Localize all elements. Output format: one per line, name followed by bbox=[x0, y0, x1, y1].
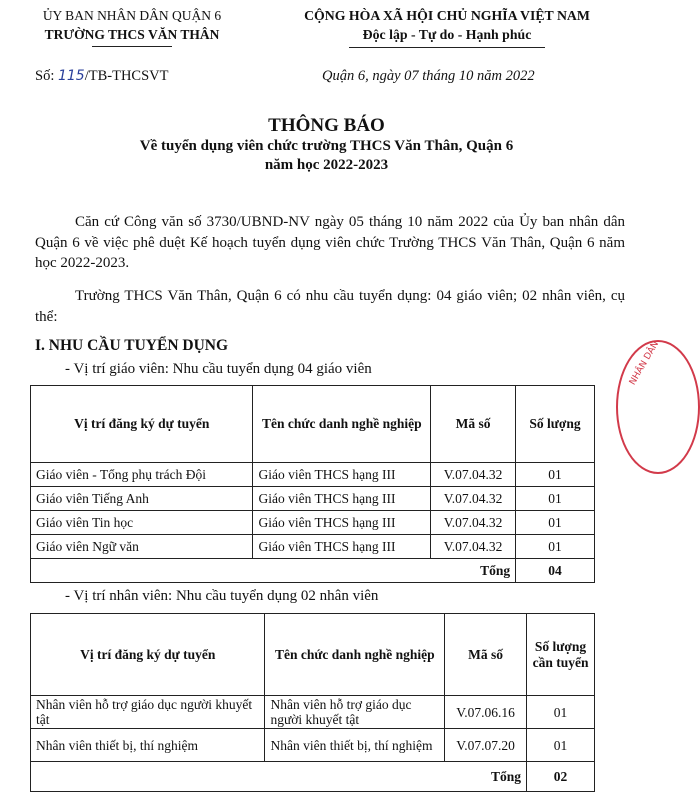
cell-position: Giáo viên Tiếng Anh bbox=[31, 487, 253, 511]
cell-position: Nhân viên hỗ trợ giáo dục người khuyết tật bbox=[31, 696, 265, 729]
header-position: Vị trí đăng ký dự tuyển bbox=[31, 614, 265, 696]
official-seal bbox=[616, 340, 700, 474]
cell-quantity: 01 bbox=[516, 511, 595, 535]
cell-title: Nhân viên hỗ trợ giáo dục người khuyết tật bbox=[265, 696, 445, 729]
cell-code: V.07.07.20 bbox=[445, 729, 527, 762]
document-subtitle-line1: Về tuyển dụng viên chức trường THCS Văn Thân, Quận 6 bbox=[139, 138, 514, 154]
table-row bbox=[31, 511, 595, 535]
document-number bbox=[35, 68, 168, 85]
agency-name: ỦY BAN NHÂN DÂN QUẬN 6 bbox=[42, 8, 222, 23]
header-quantity: Số lượng cần tuyển bbox=[527, 614, 595, 696]
cell-code: V.07.04.32 bbox=[431, 487, 516, 511]
cell-quantity: 01 bbox=[527, 696, 595, 729]
table-row bbox=[31, 487, 595, 511]
cell-title: Giáo viên THCS hạng III bbox=[253, 487, 431, 511]
table-row bbox=[31, 535, 595, 559]
bullet-teachers: - Vị trí giáo viên: Nhu cầu tuyển dụng 04 giáo viên bbox=[65, 361, 372, 377]
total-value: 04 bbox=[516, 559, 595, 583]
staff-table bbox=[30, 613, 595, 792]
cell-position: Giáo viên Tin học bbox=[31, 511, 253, 535]
bullet-staff: - Vị trí nhân viên: Nhu cầu tuyển dụng 02 nhân viên bbox=[65, 588, 379, 604]
seal-text: NHÂN DÂN bbox=[628, 339, 662, 387]
header-rule-left bbox=[92, 46, 172, 47]
document-title: THÔNG BÁO bbox=[268, 115, 385, 136]
cell-title: Giáo viên THCS hạng III bbox=[253, 535, 431, 559]
cell-quantity: 01 bbox=[527, 729, 595, 762]
document-subtitle-line2: năm học 2022-2023 bbox=[264, 157, 389, 173]
table-row bbox=[31, 463, 595, 487]
table-total-row bbox=[31, 559, 595, 583]
section-heading-1: I. NHU CẦU TUYỂN DỤNG bbox=[35, 337, 229, 354]
cell-title: Nhân viên thiết bị, thí nghiệm bbox=[265, 729, 445, 762]
total-label: Tổng bbox=[31, 559, 516, 583]
total-label: Tổng bbox=[31, 762, 527, 792]
cell-position: Giáo viên - Tổng phụ trách Đội bbox=[31, 463, 253, 487]
paragraph-legal-basis: Căn cứ Công văn số 3730/UBND-NV ngày 05 tháng 10 năm 2022 của Ủy ban nhân dân Quận 6 về việc phê duệt Kế hoạch tuyển dụng viên chức Trường THCS Văn Thân, Quận 6 năm học 2022-2023. bbox=[35, 214, 625, 271]
table-header-row bbox=[31, 386, 595, 463]
paragraph-demand: Trường THCS Văn Thân, Quận 6 có nhu cầu tuyển dụng: 04 giáo viên; 02 nhân viên, cụ thể: bbox=[35, 288, 625, 325]
cell-title: Giáo viên THCS hạng III bbox=[253, 463, 431, 487]
ref-suffix: /TB-THCSVT bbox=[84, 68, 169, 84]
cell-position: Nhân viên thiết bị, thí nghiệm bbox=[31, 729, 265, 762]
cell-position: Giáo viên Ngữ văn bbox=[31, 535, 253, 559]
table-row bbox=[31, 696, 595, 729]
cell-quantity: 01 bbox=[516, 535, 595, 559]
cell-code: V.07.04.32 bbox=[431, 511, 516, 535]
cell-code: V.07.04.32 bbox=[431, 535, 516, 559]
header-title: Tên chức danh nghề nghiệp bbox=[265, 614, 445, 696]
cell-code: V.07.06.16 bbox=[445, 696, 527, 729]
document-date: Quận 6, ngày 07 tháng 10 năm 2022 bbox=[322, 68, 535, 84]
cell-quantity: 01 bbox=[516, 463, 595, 487]
header-code: Mã số bbox=[445, 614, 527, 696]
header-rule-right bbox=[349, 47, 545, 48]
cell-quantity: 01 bbox=[516, 487, 595, 511]
total-value: 02 bbox=[527, 762, 595, 792]
ref-number-handwritten: 115 bbox=[57, 68, 85, 84]
table-total-row bbox=[31, 762, 595, 792]
table-header-row bbox=[31, 614, 595, 696]
ref-prefix: Số: bbox=[35, 68, 58, 84]
nation-name: CỘNG HÒA XÃ HỘI CHỦ NGHĨA VIỆT NAM bbox=[304, 8, 590, 23]
teachers-table bbox=[30, 385, 595, 583]
header-position: Vị trí đăng ký dự tuyển bbox=[31, 386, 253, 463]
header-title: Tên chức danh nghề nghiệp bbox=[253, 386, 431, 463]
nation-motto: Độc lập - Tự do - Hạnh phúc bbox=[362, 27, 532, 42]
school-name: TRƯỜNG THCS VĂN THÂN bbox=[44, 27, 220, 42]
cell-code: V.07.04.32 bbox=[431, 463, 516, 487]
table-row bbox=[31, 729, 595, 762]
cell-title: Giáo viên THCS hạng III bbox=[253, 511, 431, 535]
header-quantity: Số lượng bbox=[516, 386, 595, 463]
header-code: Mã số bbox=[431, 386, 516, 463]
